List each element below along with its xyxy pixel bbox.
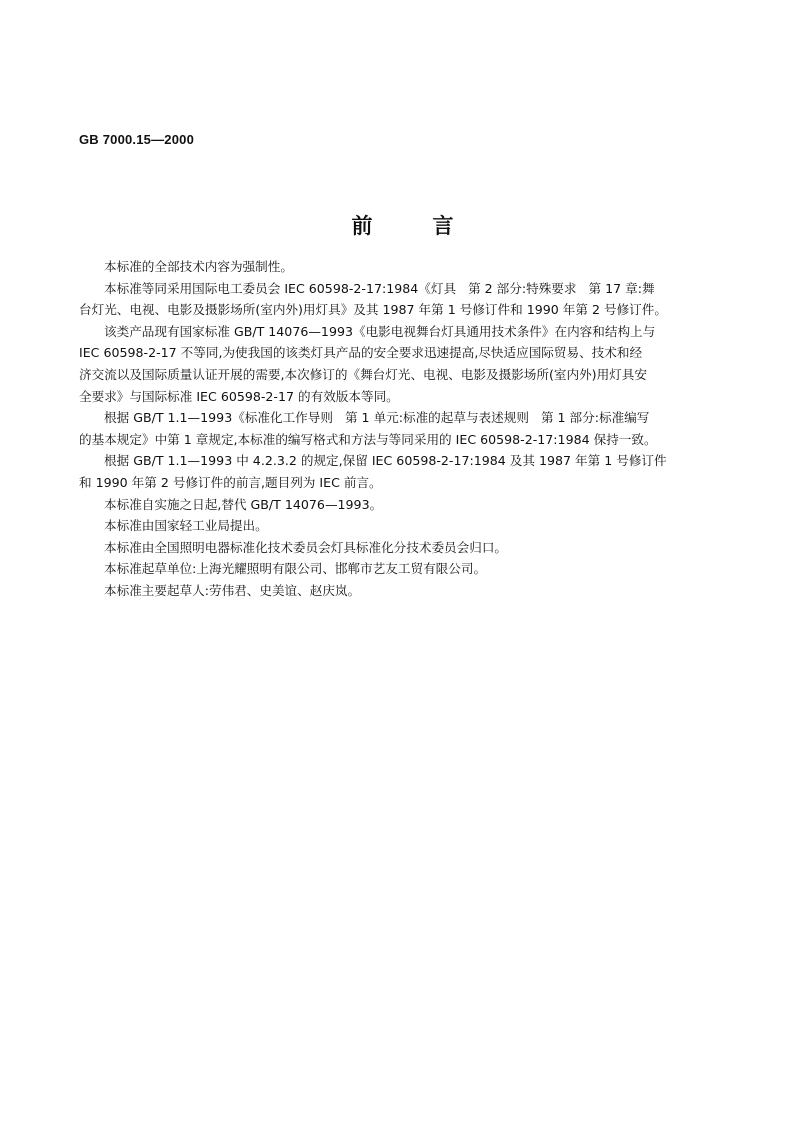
section-title: [0, 210, 805, 240]
section-title-char-1: 前: [351, 214, 373, 238]
section-title-char-2: 言: [432, 214, 454, 238]
line-segment: 第 2 部分:特殊要求: [468, 280, 577, 296]
line-segment: 本标准等同采用国际电工委员会 IEC 60598-2-17:1984《灯具: [104, 280, 457, 296]
paragraph-line: 全要求》与国际标准 IEC 60598-2-17 的有效版本等同。: [79, 388, 399, 404]
paragraph-line: 本标准由全国照明电器标准化技术委员会灯具标准化分技术委员会归口。: [104, 539, 507, 555]
paragraph-line: 本标准的全部技术内容为强制性。: [104, 259, 293, 274]
paragraph-line: [79, 407, 697, 429]
foreword-body: [79, 256, 697, 602]
paragraph-line: 和 1990 年第 2 号修订件的前言,题目列为 IEC 前言。: [79, 474, 382, 490]
paragraph-line: 根据 GB/T 1.1—1993 中 4.2.3.2 的规定,保留 IEC 60598-2-17:1984 及其 1987 年第 1 号修订件: [104, 453, 667, 469]
document-code: GB 7000.15—2000: [79, 132, 195, 147]
line-segment: 第 1 部分:标准编写: [540, 410, 650, 426]
paragraph-line: [79, 278, 697, 300]
paragraph-line: 本标准起草单位:上海光耀照明有限公司、邯郸市艺友工贸有限公司。: [104, 561, 487, 577]
paragraph-line: 该类产品现有国家标准 GB/T 14076—1993《电影电视舞台灯具通用技术条件》在内容和结构上与: [104, 323, 656, 339]
paragraph-line: 台灯光、电视、电影及摄影场所(室内外)用灯具》及其 1987 年第 1 号修订件和 1990 年第 2 号修订件。: [79, 302, 667, 318]
paragraph-line: 济交流以及国际质量认证开展的需要,本次修订的《舞台灯光、电视、电影及摄影场所(室内外)用灯具安: [79, 366, 647, 382]
paragraph-line: 本标准主要起草人:劳伟君、史美谊、赵庆岚。: [104, 582, 361, 598]
line-segment: 第 1 单元:标准的起草与表述规则: [344, 410, 529, 426]
line-segment: 第 17 章:舞: [588, 280, 655, 296]
paragraph-line: 的基本规定》中第 1 章规定,本标准的编写格式和方法与等同采用的 IEC 60598-2-17:1984 保持一致。: [79, 431, 657, 447]
paragraph-line: 本标准自实施之日起,替代 GB/T 14076—1993。: [104, 496, 383, 512]
line-segment: 根据 GB/T 1.1—1993《标准化工作导则: [104, 410, 333, 426]
paragraph-line: 本标准由国家轻工业局提出。: [104, 518, 268, 534]
paragraph-line: IEC 60598-2-17 不等同,为使我国的该类灯具产品的安全要求迅速提高,尽快适应国际贸易、技术和经: [79, 345, 643, 361]
